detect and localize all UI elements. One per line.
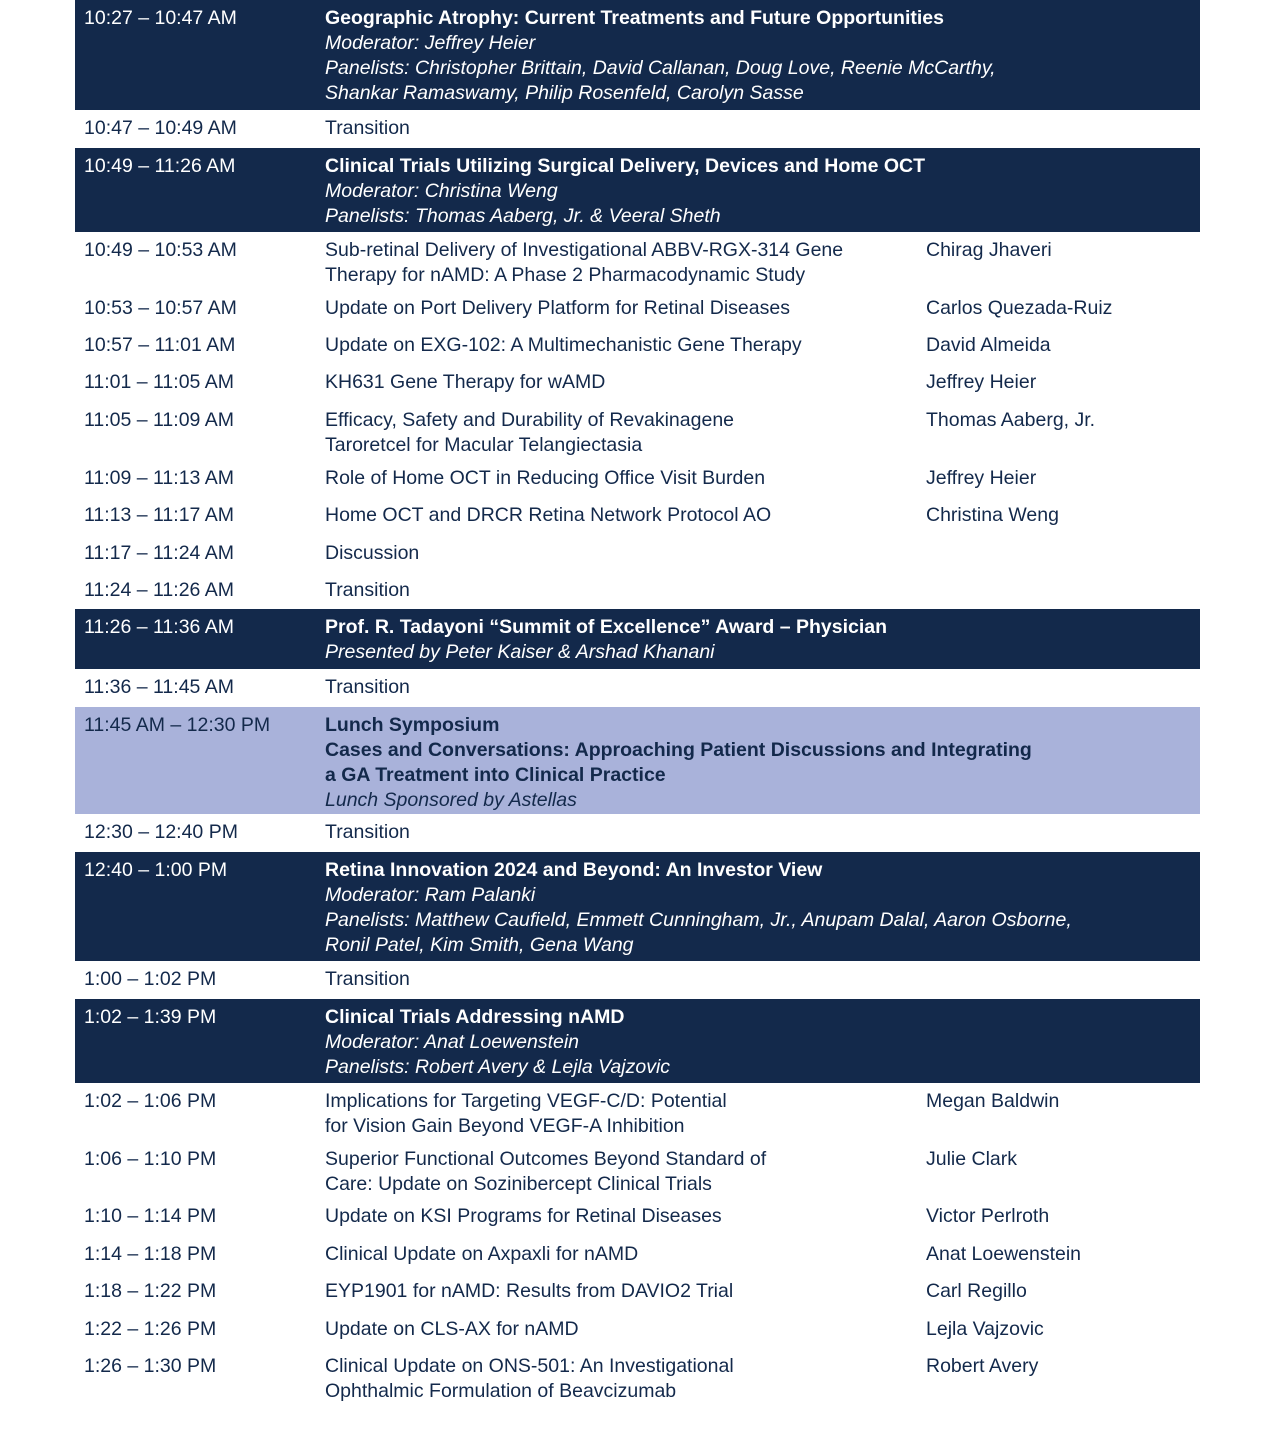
sponsor-note: Lunch Sponsored by Astellas — [325, 789, 577, 811]
talk-row — [75, 535, 1200, 572]
session-people: Panelists: Robert Avery & Lejla Vajzovic — [325, 1056, 671, 1078]
talk-row — [75, 1141, 1200, 1198]
speaker-name: Robert Avery — [926, 1355, 1039, 1377]
talk-title: Home OCT and DRCR Retina Network Protocol AO — [325, 504, 772, 526]
session-people: Panelists: Thomas Aaberg, Jr. & Veeral Sheth — [325, 205, 721, 227]
talk-row — [75, 1083, 1200, 1141]
session-row — [75, 852, 1200, 961]
session-details — [325, 154, 1155, 229]
talk-row — [75, 1273, 1200, 1311]
session-details — [325, 6, 1155, 106]
session-details — [325, 1005, 1155, 1080]
time-slot: 1:18 – 1:22 PM — [84, 1280, 217, 1302]
transition-row — [75, 572, 1200, 609]
session-details — [325, 296, 915, 321]
time-slot: 1:10 – 1:14 PM — [84, 1205, 217, 1227]
session-row — [75, 999, 1200, 1083]
transition-row — [75, 814, 1200, 852]
time-slot: 11:45 AM – 12:30 PM — [84, 714, 271, 736]
time-slot: 11:05 – 11:09 AM — [84, 409, 234, 431]
session-details — [325, 967, 1155, 992]
talk-title: Implications for Targeting VEGF-C/D: Potential — [325, 1090, 727, 1112]
talk-row — [75, 1311, 1200, 1348]
talk-title: Ophthalmic Formulation of Beavcizumab — [325, 1380, 677, 1402]
speaker-name: Anat Loewenstein — [926, 1243, 1082, 1265]
session-title: Geographic Atrophy: Current Treatments and Future Opportunities — [325, 7, 944, 29]
time-slot: 10:47 – 10:49 AM — [84, 117, 237, 139]
time-slot: 11:09 – 11:13 AM — [84, 467, 234, 489]
session-row — [75, 0, 1200, 110]
time-slot: 11:36 – 11:45 AM — [84, 676, 234, 698]
talk-title: Clinical Update on Axpaxli for nAMD — [325, 1243, 639, 1265]
speaker-name: Lejla Vajzovic — [926, 1318, 1044, 1340]
time-slot: 12:40 – 1:00 PM — [84, 859, 228, 881]
session-details — [325, 1317, 915, 1342]
talk-row — [75, 1348, 1200, 1408]
transition-label: Transition — [325, 821, 410, 843]
session-details — [325, 1089, 915, 1139]
session-people: Panelists: Christopher Brittain, David Callanan, Doug Love, Reenie McCarthy, — [325, 57, 996, 79]
time-slot: 11:01 – 11:05 AM — [84, 371, 234, 393]
talk-row — [75, 402, 1200, 460]
speaker-name: Christina Weng — [926, 504, 1059, 526]
talk-row — [75, 1236, 1200, 1273]
session-people: Shankar Ramaswamy, Philip Rosenfeld, Carolyn Sasse — [325, 82, 804, 104]
transition-label: Transition — [325, 968, 410, 990]
talk-title: Update on EXG-102: A Multimechanistic Gene Therapy — [325, 334, 802, 356]
speaker-name: Carlos Quezada-Ruiz — [926, 297, 1113, 319]
talk-title: Update on Port Delivery Platform for Retinal Diseases — [325, 297, 790, 319]
speaker-name: David Almeida — [926, 334, 1051, 356]
time-slot: 1:00 – 1:02 PM — [84, 968, 217, 990]
time-slot: 10:57 – 11:01 AM — [84, 334, 236, 356]
time-slot: 1:14 – 1:18 PM — [84, 1243, 217, 1265]
time-slot: 1:02 – 1:06 PM — [84, 1090, 217, 1112]
session-details — [325, 578, 1155, 603]
talk-title: Update on CLS-AX for nAMD — [325, 1318, 579, 1340]
session-title: Retina Innovation 2024 and Beyond: An Investor View — [325, 859, 823, 881]
session-details — [325, 503, 915, 528]
session-details — [325, 1242, 915, 1267]
session-row — [75, 609, 1200, 669]
transition-row — [75, 669, 1200, 707]
session-details — [325, 238, 915, 288]
time-slot: 10:49 – 11:26 AM — [84, 155, 236, 177]
talk-row — [75, 290, 1200, 327]
session-details — [325, 541, 915, 566]
talk-title: Superior Functional Outcomes Beyond Standard of — [325, 1148, 767, 1170]
time-slot: 1:26 – 1:30 PM — [84, 1355, 217, 1377]
session-details — [325, 820, 1155, 845]
transition-label: Transition — [325, 676, 410, 698]
talk-title: KH631 Gene Therapy for wAMD — [325, 371, 606, 393]
talk-title: Clinical Update on ONS-501: An Investigational — [325, 1355, 734, 1377]
session-people: Ronil Patel, Kim Smith, Gena Wang — [325, 934, 634, 956]
session-people: Moderator: Anat Loewenstein — [325, 1031, 580, 1053]
time-slot: 10:27 – 10:47 AM — [84, 7, 237, 29]
session-details — [325, 370, 915, 395]
time-slot: 12:30 – 12:40 PM — [84, 821, 238, 843]
talk-row — [75, 364, 1200, 402]
talk-title: Sub-retinal Delivery of Investigational ABBV-RGX-314 Gene — [325, 239, 844, 261]
session-details — [325, 713, 1155, 813]
session-details — [325, 466, 915, 491]
transition-label: Transition — [325, 117, 410, 139]
time-slot: 11:26 – 11:36 AM — [84, 616, 234, 638]
time-slot: 11:17 – 11:24 AM — [84, 542, 234, 564]
session-details — [325, 408, 915, 458]
session-people: Moderator: Ram Palanki — [325, 884, 536, 906]
session-people: Panelists: Matthew Caufield, Emmett Cunningham, Jr., Anupam Dalal, Aaron Osborne, — [325, 909, 1072, 931]
talk-row — [75, 327, 1200, 364]
talk-title: for Vision Gain Beyond VEGF-A Inhibition — [325, 1115, 685, 1137]
session-people: Presented by Peter Kaiser & Arshad Khanani — [325, 641, 715, 663]
session-details — [325, 1279, 915, 1304]
session-title: Prof. R. Tadayoni “Summit of Excellence” Award – Physician — [325, 616, 888, 638]
transition-row — [75, 961, 1200, 999]
lunch-row — [75, 707, 1200, 814]
speaker-name: Chirag Jhaveri — [926, 239, 1052, 261]
session-title: Clinical Trials Utilizing Surgical Delivery, Devices and Home OCT — [325, 155, 925, 177]
speaker-name: Megan Baldwin — [926, 1090, 1060, 1112]
time-slot: 10:53 – 10:57 AM — [84, 297, 237, 319]
talk-title: Discussion — [325, 542, 420, 564]
session-title: Cases and Conversations: Approaching Patient Discussions and Integrating — [325, 739, 1032, 761]
speaker-name: Jeffrey Heier — [926, 371, 1037, 393]
speaker-name: Carl Regillo — [926, 1280, 1027, 1302]
time-slot: 1:06 – 1:10 PM — [84, 1148, 217, 1170]
session-details — [325, 116, 1155, 141]
session-details — [325, 333, 915, 358]
transition-row — [75, 110, 1200, 148]
talk-title: Therapy for nAMD: A Phase 2 Pharmacodynamic Study — [325, 264, 806, 286]
talk-title: EYP1901 for nAMD: Results from DAVIO2 Trial — [325, 1280, 734, 1302]
session-details — [325, 1147, 915, 1197]
session-details — [325, 1204, 915, 1229]
talk-title: Efficacy, Safety and Durability of Revakinagene — [325, 409, 735, 431]
talk-row — [75, 1198, 1200, 1236]
talk-title: Care: Update on Sozinibercept Clinical Trials — [325, 1173, 712, 1195]
session-details — [325, 675, 1155, 700]
session-title: Clinical Trials Addressing nAMD — [325, 1006, 625, 1028]
session-details — [325, 1354, 915, 1404]
talk-title: Role of Home OCT in Reducing Office Visit Burden — [325, 467, 766, 489]
speaker-name: Victor Perlroth — [926, 1205, 1050, 1227]
speaker-name: Julie Clark — [926, 1148, 1018, 1170]
session-title: Lunch Symposium — [325, 714, 500, 736]
time-slot: 10:49 – 10:53 AM — [84, 239, 237, 261]
time-slot: 11:13 – 11:17 AM — [84, 504, 234, 526]
session-people: Moderator: Jeffrey Heier — [325, 32, 536, 54]
talk-row — [75, 232, 1200, 290]
session-people: Moderator: Christina Weng — [325, 180, 558, 202]
talk-title: Update on KSI Programs for Retinal Diseases — [325, 1205, 722, 1227]
session-title: a GA Treatment into Clinical Practice — [325, 764, 666, 786]
talk-row — [75, 497, 1200, 535]
time-slot: 1:22 – 1:26 PM — [84, 1318, 217, 1340]
transition-label: Transition — [325, 579, 410, 601]
talk-title: Taroretcel for Macular Telangiectasia — [325, 434, 643, 456]
speaker-name: Jeffrey Heier — [926, 467, 1037, 489]
session-details — [325, 858, 1155, 958]
speaker-name: Thomas Aaberg, Jr. — [926, 409, 1096, 431]
time-slot: 11:24 – 11:26 AM — [84, 579, 234, 601]
talk-row — [75, 460, 1200, 497]
time-slot: 1:02 – 1:39 PM — [84, 1006, 217, 1028]
session-details — [325, 615, 1155, 665]
session-row — [75, 148, 1200, 232]
